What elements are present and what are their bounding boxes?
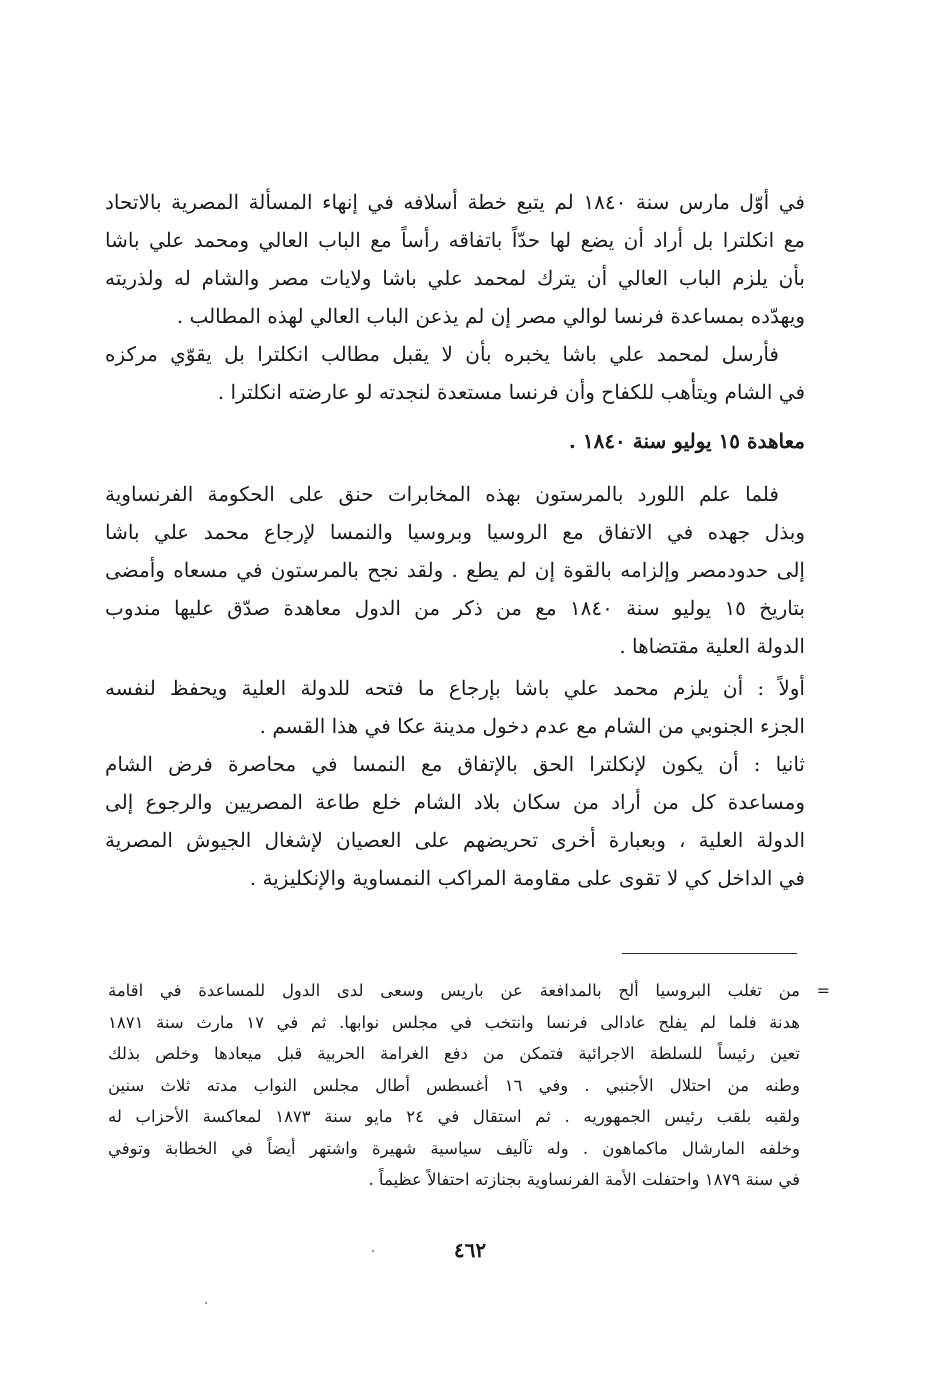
text-line: ثانيا : أن يكون لإنكلترا الحق بالإتفاق مع النمسا في محاصرة فرض الشام xyxy=(105,752,805,776)
footnote-line: وطنه من احتلال الأجنبي . وفي ١٦ أغسطس أطال مجلس النواب مدته ثلاث سنين xyxy=(108,1075,800,1095)
text-line: الجزء الجنوبي من الشام مع عدم دخول مدينة عكا في هذا القسم . xyxy=(259,714,805,738)
text-line: الدولة العلية مقتضاها . xyxy=(619,634,805,658)
main-text-block xyxy=(105,183,805,897)
page-number: ٤٦٢ xyxy=(453,1238,487,1262)
text-line: بتاريخ ١٥ يوليو سنة ١٨٤٠ مع من ذكر من الدول معاهدة صدّق عليها مندوب xyxy=(105,596,805,620)
footnote-line: في سنة ١٨٧٩ واحتفلت الأمة الفرنساوية بجنازته احتفالاً عظيماً . xyxy=(368,1170,800,1189)
text-line: في أوّل مارس سنة ١٨٤٠ لم يتبع خطة أسلافه في إنهاء المسألة المصرية بالاتحاد xyxy=(105,190,805,214)
footnote-line: تعين رئيساً للسلطة الاجرائية فتمكن من دفع الغرامة الحربية قبل ميعادها وخلص بذلك xyxy=(108,1044,800,1063)
footnote-line: من تغلب البروسيا ألح بالمدافعة عن باريس وسعى لدى الدول للمساعدة في اقامة xyxy=(108,981,800,1000)
footnote-continuation-marker: = xyxy=(816,981,830,1000)
text-line: مع انكلترا بل أراد أن يضع لها حدّاً باتفاقه رأساً مع الباب العالي ومحمد علي باشا xyxy=(105,228,805,252)
text-line: ويهدّده بمساعدة فرنسا لوالي مصر إن لم يذعن الباب العالي لهذه المطالب . xyxy=(176,304,805,328)
footnote-block xyxy=(108,975,830,1196)
footnote-separator xyxy=(622,953,797,954)
text-line: ومساعدة كل من أراد من سكان بلاد الشام خلع طاعة المصريين والرجوع إلى xyxy=(105,790,805,814)
text-line: فلما علم اللورد بالمرستون بهذه المخابرات حنق على الحكومة الفرنساوية xyxy=(105,482,779,506)
text-line: وبذل جهده في الاتفاق مع الروسيا وبروسيا والنمسا لإرجاع محمد علي باشا xyxy=(105,520,805,544)
section-heading: معاهدة ١٥ يوليو سنة ١٨٤٠ . xyxy=(568,429,805,453)
scan-speck xyxy=(372,1250,374,1252)
text-line: الدولة العلية ، وبعبارة أخرى تحريضهم على العصيان لإشغال الجيوش المصرية xyxy=(105,828,805,852)
text-line: فأرسل لمحمد علي باشا يخبره بأن لا يقبل مطالب انكلترا بل يقوّي مركزه xyxy=(105,342,779,366)
text-line: في الشام ويتأهب للكفاح وأن فرنسا مستعدة لنجدته لو عارضته انكلترا . xyxy=(217,380,805,404)
text-line: بأن يلزم الباب العالي أن يترك لمحمد علي باشا ولايات مصر والشام له ولذريته xyxy=(105,266,805,290)
text-line: أولاً : أن يلزم محمد علي باشا بإرجاع ما فتحه للدولة العلية ويحفظ لنفسه xyxy=(105,676,805,700)
text-line: إلى حدودمصر وإلزامه بالقوة إن لم يطع . ولقد نجح بالمرستون في مسعاه وأمضى xyxy=(105,558,805,582)
scan-speck xyxy=(205,1302,207,1304)
footnote-line: هدنة فلما لم يفلح عادالى فرنسا وانتخب في مجلس نوابها. ثم في ١٧ مارث سنة ١٨٧١ xyxy=(108,1012,800,1032)
footnote-line: ولقبه بلقب رئيس الجمهوريه . ثم استقال في ٢٤ مايو سنة ١٨٧٣ لمعاكسة الأحزاب له xyxy=(108,1107,800,1126)
footnote-line: وخلفه المارشال ماكماهون . وله تآليف سياسية شهيرة واشتهر أيضاً في الخطابة وتوفي xyxy=(108,1138,800,1158)
text-line: في الداخل كي لا تقوى على مقاومة المراكب النمساوية والإنكليزية . xyxy=(249,866,805,890)
